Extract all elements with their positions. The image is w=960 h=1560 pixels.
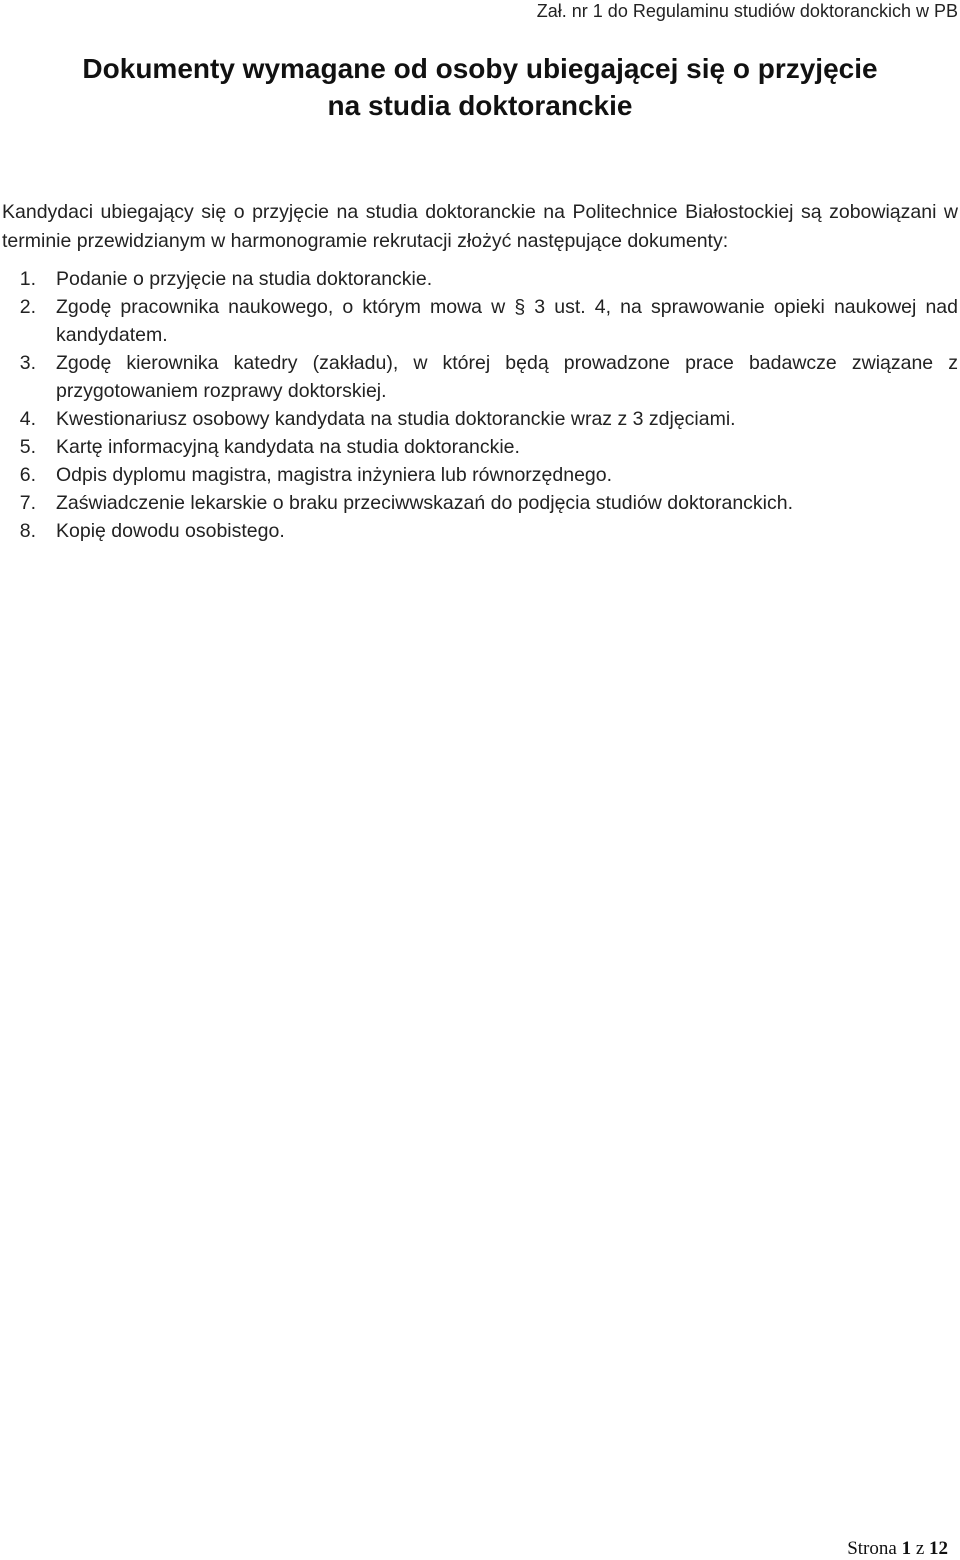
attachment-note: Zał. nr 1 do Regulaminu studiów doktoranckich w PB	[536, 1, 958, 21]
title-line-1: Dokumenty wymagane od osoby ubiegającej się o przyjęcie	[82, 53, 878, 84]
list-item-text: Zgodę pracownika naukowego, o którym mowa w § 3 ust. 4, na sprawowanie opieki naukowej nad kandydatem.	[56, 296, 958, 346]
list-item-number: 1.	[19, 268, 36, 290]
list-item-text: Kartę informacyjną kandydata na studia doktoranckie.	[56, 436, 520, 458]
list-item-number: 6.	[19, 464, 36, 486]
page-word: Strona	[847, 1538, 897, 1559]
list-item-text: Podanie o przyjęcie na studia doktoranckie.	[56, 268, 433, 290]
list-item	[0, 489, 958, 517]
of-word: z	[915, 1538, 925, 1559]
title-line-2: na studia doktoranckie	[327, 90, 633, 121]
list-item-number: 8.	[19, 520, 36, 542]
list-item-text: Odpis dyplomu magistra, magistra inżyniera lub równorzędnego.	[56, 464, 613, 486]
list-item-number: 5.	[19, 436, 36, 458]
list-item	[0, 461, 958, 489]
page-current: 1	[901, 1538, 912, 1559]
list-item-text: Zaświadczenie lekarskie o braku przeciwwskazań do podjęcia studiów doktoranckich.	[56, 492, 794, 514]
list-item	[0, 265, 958, 293]
list-item-text: Kwestionariusz osobowy kandydata na studia doktoranckie wraz z 3 zdjęciami.	[56, 408, 736, 430]
list-item	[0, 349, 958, 405]
documents-list	[0, 265, 958, 545]
list-item	[0, 405, 958, 433]
list-item-text: Kopię dowodu osobistego.	[56, 520, 285, 542]
list-item	[0, 293, 958, 349]
page-total: 12	[929, 1538, 948, 1559]
document-title	[0, 50, 960, 124]
list-item	[0, 433, 958, 461]
list-item-number: 7.	[19, 492, 36, 514]
list-item	[0, 517, 958, 545]
list-item-text: Zgodę kierownika katedry (zakładu), w której będą prowadzone prace badawcze związane z przygotowaniem rozprawy doktorskiej.	[56, 352, 958, 402]
list-item-number: 4.	[19, 408, 36, 430]
page-number-footer	[847, 1538, 948, 1560]
intro-paragraph: Kandydaci ubiegający się o przyjęcie na studia doktoranckie na Politechnice Białostockiej są zobowiązani w terminie przewidzianym w harmonogramie rekrutacji złożyć następujące dokumenty:	[2, 200, 958, 252]
list-item-number: 2.	[19, 296, 36, 318]
list-item-number: 3.	[19, 352, 36, 374]
